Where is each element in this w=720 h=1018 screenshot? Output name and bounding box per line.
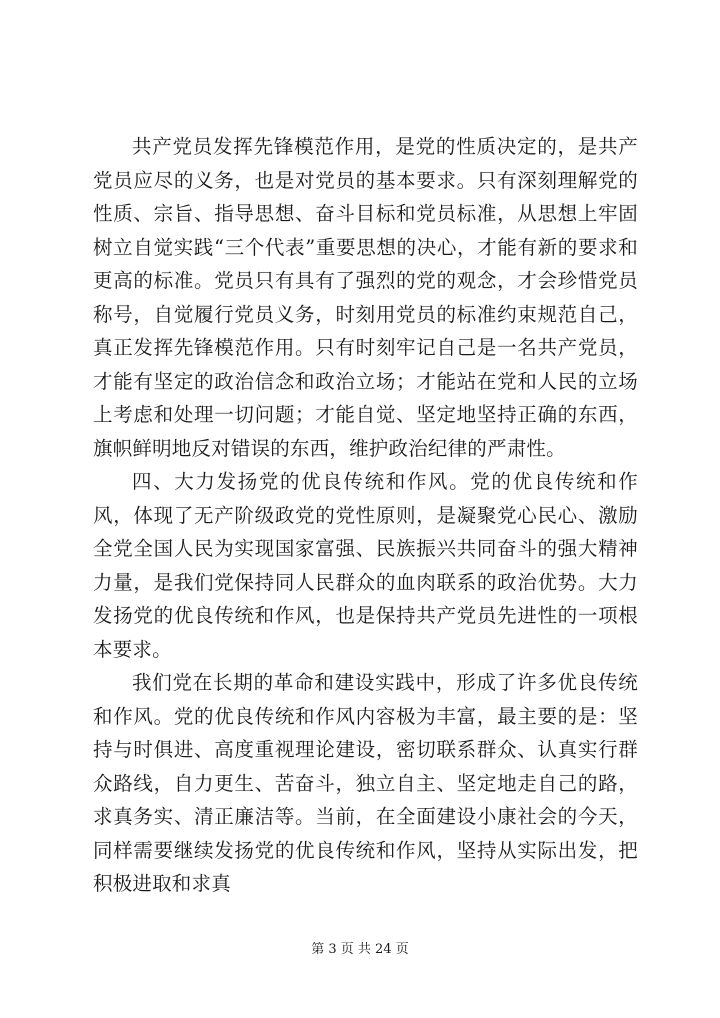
page-footer bbox=[0, 938, 720, 957]
document-body bbox=[93, 130, 638, 901]
paragraph-3: 我们党在长期的革命和建设实践中，形成了许多优良传统和作风。党的优良传统和作风内容极为丰富，最主要的是：坚持与时俱进、高度重视理论建设，密切联系群众、认真实行群众路线，自力更生、苦奋斗，独立自主、坚定地走自己的路，求真务实、清正廉洁等。当前，在全面建设小康社会的今天，同样需要继续发扬党的优良传统和作风，坚持从实际出发，把积极进取和求真 bbox=[93, 671, 638, 895]
paragraph-2: 四、大力发扬党的优良传统和作风。党的优良传统和作风，体现了无产阶级政党的党性原则，是凝聚党心民心、激励全党全国人民为实现国家富强、民族振兴共同奋斗的强大精神力量，是我们党保持同人民群众的血肉联系的政治优势。大力发扬党的优良传统和作风，也是保持共产党员先进性的一项根本要求。 bbox=[93, 470, 638, 661]
page-number-label: 第 3 页 共 24 页 bbox=[311, 942, 409, 957]
paragraph-1: 共产党员发挥先锋模范作用，是党的性质决定的，是共产党员应尽的义务，也是对党员的基本要求。只有深刻理解党的性质、宗旨、指导思想、奋斗目标和党员标准，从思想上牢固树立自觉实践“三个代表”重要思想的决心，才能有新的要求和更高的标准。党员只有具有了强烈的党的观念，才会珍惜党员称号，自觉履行党员义务，时刻用党员的标准约束规范自己，真正发挥先锋模范作用。只有时刻牢记自己是一名共产党员，才能有坚定的政治信念和政治立场；才能站在党和人民的立场上考虑和处理一切问题；才能自觉、坚定地坚持正确的东西，旗帜鲜明地反对错误的东西，维护政治纪律的严肃性。 bbox=[93, 135, 638, 460]
